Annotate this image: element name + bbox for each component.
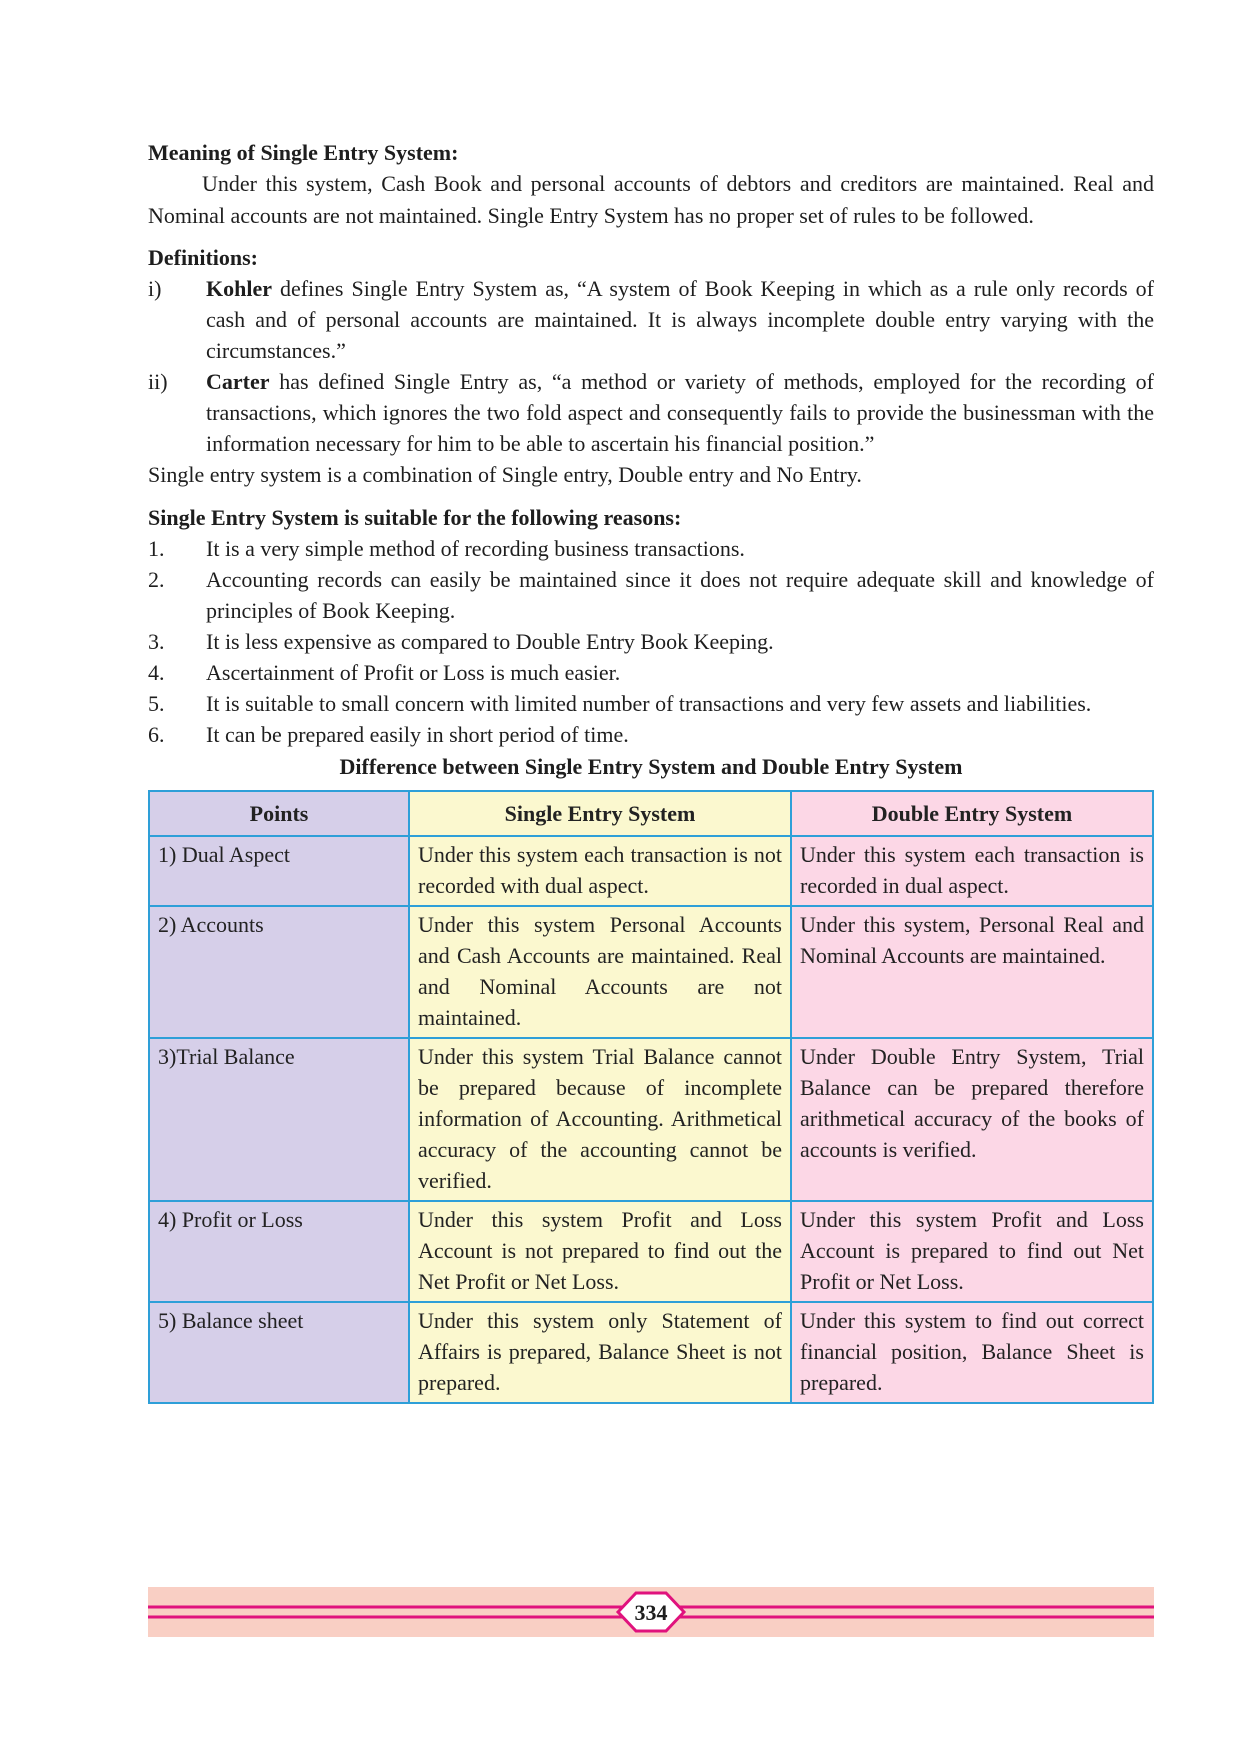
reason-number: 6.: [148, 721, 165, 747]
reasons-heading: Single Entry System is suitable for the following reasons:: [148, 504, 682, 530]
definition-text: has defined Single Entry as, “a method or variety of methods, employed for the recording of transactions, which ignores the two fold aspect and consequently fails to provide the businessman with the information necessary for him to be able to ascertain his financial position.”: [206, 369, 1154, 456]
reason-number: 4.: [148, 659, 165, 685]
reason-text: Ascertainment of Profit or Loss is much easier.: [206, 659, 621, 685]
page-footer: [148, 1587, 1154, 1637]
table-row: [149, 1302, 1153, 1403]
header-double-entry: Double Entry System: [791, 791, 1153, 836]
page-number: 334: [634, 1600, 668, 1625]
cell-point: 5) Balance sheet: [149, 1302, 409, 1403]
reason-item: [148, 688, 1154, 719]
cell-double-entry: Under this system each transaction is recorded in dual aspect.: [791, 836, 1153, 906]
cell-point: 2) Accounts: [149, 906, 409, 1038]
reason-item: [148, 564, 1154, 626]
table-row: [149, 836, 1153, 906]
reason-number: 3.: [148, 628, 165, 654]
cell-single-entry: Under this system Profit and Loss Account is not prepared to find out the Net Profit or Net Loss.: [409, 1201, 791, 1302]
cell-double-entry: Under this system Profit and Loss Account is prepared to find out Net Profit or Net Loss.: [791, 1201, 1153, 1302]
definition-item: [148, 366, 1154, 459]
table-caption: Difference between Single Entry System and Double Entry System: [339, 753, 963, 779]
reason-text: It is a very simple method of recording business transactions.: [206, 535, 745, 561]
comparison-table: [148, 790, 1154, 1404]
definition-text: defines Single Entry System as, “A system of Book Keeping in which as a rule only records of cash and of personal accounts are maintained. It is always incomplete double entry varying with the circumstances.”: [206, 276, 1154, 363]
definition-author: Kohler: [206, 276, 272, 301]
cell-double-entry: Under this system, Personal Real and Nominal Accounts are maintained.: [791, 906, 1153, 1038]
definition-number: i): [148, 276, 162, 301]
cell-single-entry: Under this system only Statement of Affairs is prepared, Balance Sheet is not prepared.: [409, 1302, 791, 1403]
reason-number: 2.: [148, 566, 165, 592]
definitions-list: [148, 273, 1154, 459]
definitions-heading: Definitions:: [148, 245, 258, 270]
definition-number: ii): [148, 369, 168, 394]
page-content: [148, 138, 1154, 1404]
cell-point: 4) Profit or Loss: [149, 1201, 409, 1302]
reason-item: [148, 626, 1154, 657]
meaning-paragraph: Under this system, Cash Book and personal accounts of debtors and creditors are maintained. Real and Nominal accounts are not maintained. Single Entry System has no proper set of rules to be followed.: [148, 171, 1154, 228]
reason-item: [148, 657, 1154, 688]
definition-author: Carter: [206, 369, 270, 394]
reason-text: It can be prepared easily in short period of time.: [206, 721, 629, 747]
header-single-entry: Single Entry System: [409, 791, 791, 836]
header-points: Points: [149, 791, 409, 836]
cell-double-entry: Under Double Entry System, Trial Balance can be prepared therefore arithmetical accuracy of the books of accounts is verified.: [791, 1038, 1153, 1201]
cell-single-entry: Under this system Personal Accounts and Cash Accounts are maintained. Real and Nominal Accounts are not maintained.: [409, 906, 791, 1038]
reason-item: [148, 533, 1154, 564]
reason-number: 1.: [148, 535, 165, 561]
table-row: [149, 1038, 1153, 1201]
cell-point: 3)Trial Balance: [149, 1038, 409, 1201]
table-header-row: [149, 791, 1153, 836]
table-row: [149, 906, 1153, 1038]
reason-text: It is suitable to small concern with limited number of transactions and very few assets and liabilities.: [206, 690, 1092, 716]
table-row: [149, 1201, 1153, 1302]
cell-single-entry: Under this system each transaction is not recorded with dual aspect.: [409, 836, 791, 906]
reason-text: Accounting records can easily be maintained since it does not require adequate skill and knowledge of principles of Book Keeping.: [206, 566, 1154, 623]
cell-point: 1) Dual Aspect: [149, 836, 409, 906]
meaning-heading: Meaning of Single Entry System:: [148, 140, 459, 165]
reason-number: 5.: [148, 690, 165, 716]
combination-sentence: Single entry system is a combination of Single entry, Double entry and No Entry.: [148, 462, 862, 487]
definition-item: [148, 273, 1154, 366]
cell-double-entry: Under this system to find out correct financial position, Balance Sheet is prepared.: [791, 1302, 1153, 1403]
reason-text: It is less expensive as compared to Double Entry Book Keeping.: [206, 628, 774, 654]
reason-item: [148, 719, 1154, 750]
reasons-list: [148, 533, 1154, 750]
footer-ornament: [148, 1587, 1154, 1637]
cell-single-entry: Under this system Trial Balance cannot be prepared because of incomplete information of Accounting. Arithmetical accuracy of the accounting cannot be verified.: [409, 1038, 791, 1201]
